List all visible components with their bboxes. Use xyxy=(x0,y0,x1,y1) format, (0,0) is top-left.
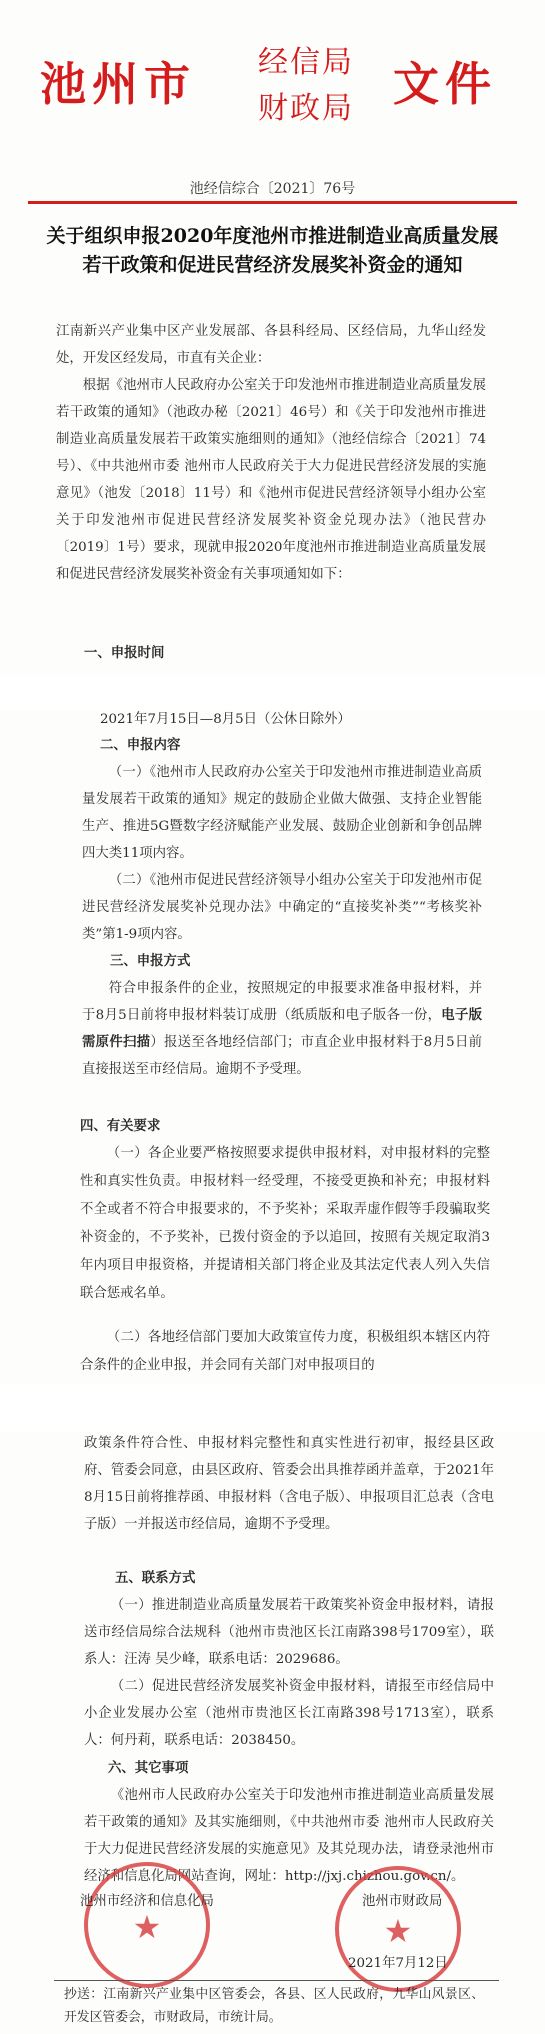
document-title: 关于组织申报2020年度池州市推进制造业高质量发展若干政策和促进民营经济发展奖补资金的通知 xyxy=(46,225,499,276)
section-4-para-2a: （二）各地经信部门要加大政策宣传力度，积极组织本辖区内符合条件的企业申报，并会同有关部门对申报项目的 xyxy=(80,1330,490,1373)
addressee: 江南新兴产业集中区产业发展部、各县科经局、区经信局，九华山经发处，开发区经发局，市直有关企业： xyxy=(56,324,486,366)
section-1-text: 2021年7月15日—8月5日（公休日除外） xyxy=(100,712,351,727)
section-3-text-a: 符合申报条件的企业，按照规定的申报要求准备申报材料，并于8月5日前将申报材料装订成册（纸质版和电子版各一份， xyxy=(82,981,482,1023)
intro-paragraph: 根据《池州市人民政府办公室关于印发池州市推进制造业高质量发展若干政策的通知》（池政办秘〔2021〕46号）和《关于印发池州市推进制造业高质量发展若干政策实施细则的通知》（池经信综合〔2021〕74号）、《中共池州市委 池州市人民政府关于大力促进民营经济发展的实施意见》（池发〔2018〕11号）和《池州市促进民营经济领导小组办公室关于印发池州市促进民营经济发展奖补资金兑现办法》（池民营办〔2019〕1号）要求，现就申报2020年度池州市推进制造业高质量发展和促进民营经济发展奖补资金有关事项通知如下： xyxy=(56,378,486,582)
header-red-rule xyxy=(28,201,517,204)
section-2-heading: 二、申报内容 xyxy=(100,737,181,753)
section-3-text-bold: 电子版需原件扫描 xyxy=(82,1007,482,1050)
section-3-heading: 三、申报方式 xyxy=(110,953,191,969)
section-4-para-1: （一）各企业要严格按照要求提供申报材料，对申报材料的完整性和真实性负责。申报材料一经受理，不接受更换和补充；申报材料不全或者不符合申报要求的，不予奖补；采取弄虚作假等手段骗取奖补资金的，不予奖补，已拨付资金的予以追回，按照有关规定取消3年内项目申报资格，并提请相关部门将企业及其法定代表人列入失信联合惩戒名单。 xyxy=(80,1146,490,1301)
signature-right: 池州市财政局 xyxy=(362,1894,443,1909)
section-2-para-2: （二）《池州市促进民营经济领导小组办公室关于印发池州市促进民营经济发展奖补兑现办法》中确定的“直接奖补类”“考核奖补类”第1-9项内容。 xyxy=(82,873,482,942)
header-city: 池州市 xyxy=(40,57,196,111)
section-1-heading: 一、申报时间 xyxy=(84,645,165,661)
cc-line: 抄送：江南新兴产业集中区管委会，各县、区人民政府，九华山风景区、开发区管委会，市财政局，市统计局。 xyxy=(64,1987,484,2025)
header-issuer-2: 财政局 xyxy=(258,91,354,126)
page-gap-2 xyxy=(0,1384,545,1432)
section-6-heading: 六、其它事项 xyxy=(108,1760,189,1776)
document-number: 池经信综合〔2021〕76号 xyxy=(189,181,356,197)
header-issuers xyxy=(258,40,354,132)
seal-star-icon: ★ xyxy=(132,1908,162,1946)
header-document-word: 文件 xyxy=(393,57,497,111)
section-4-heading: 四、有关要求 xyxy=(80,1118,161,1134)
signature-date: 2021年7月12日 xyxy=(348,1956,448,1971)
header-issuer-1: 经信局 xyxy=(258,45,354,80)
signature-left: 池州市经济和信息化局 xyxy=(80,1894,214,1909)
section-5-para-2: （二）促进民营经济发展奖补资金申报材料，请报至市经信局中小企业发展办公室（池州市贵池区长江南路398号1713室），联系人：何丹莉，联系电话：2038450。 xyxy=(84,1679,494,1748)
section-3-text xyxy=(82,975,482,1083)
section-3-text-b: ）报送至各地经信部门；市直企业申报材料于8月5日前直接报送至市经信局。逾期不予受理。 xyxy=(82,1035,482,1077)
seal-economy-bureau xyxy=(84,1862,210,1988)
section-6-para-1: 《池州市人民政府办公室关于印发池州市推进制造业高质量发展若干政策的通知》及其实施细则，《中共池州市委 池州市人民政府关于大力促进民营经济发展的实施意见》及其兑现办法，请登录池州市经济和信息化局网站查询，网址：http://jxj.chizhou.gov.cn/。 xyxy=(84,1788,494,1884)
section-2-para-1: （一）《池州市人民政府办公室关于印发池州市推进制造业高质量发展若干政策的通知》规定的鼓励企业做大做强、支持企业智能生产、推进5G暨数字经济赋能产业发展、鼓励企业创新和争创品牌四大类11项内容。 xyxy=(82,765,482,861)
footer-rule xyxy=(54,1980,499,1981)
seal-star-icon: ★ xyxy=(383,1912,413,1950)
section-5-para-1: （一）推进制造业高质量发展若干政策奖补资金申报材料，请报送市经信局综合法规科（池州市贵池区长江南路398号1709室），联系人：汪涛 吴少峰，联系电话：2029686。 xyxy=(84,1598,494,1667)
section-5-heading: 五、联系方式 xyxy=(115,1570,196,1586)
seal-finance-bureau xyxy=(335,1866,461,1992)
section-4-para-2b: 政策条件符合性、申报材料完整性和真实性进行初审，报经县区政府、管委会同意，由县区政府、管委会出具推荐函并盖章，于2021年8月15日前将推荐函、申报材料（含电子版）、申报项目汇总表（含电子版）一并报送市经信局，逾期不予受理。 xyxy=(84,1436,494,1532)
page-gap-1 xyxy=(0,676,545,710)
